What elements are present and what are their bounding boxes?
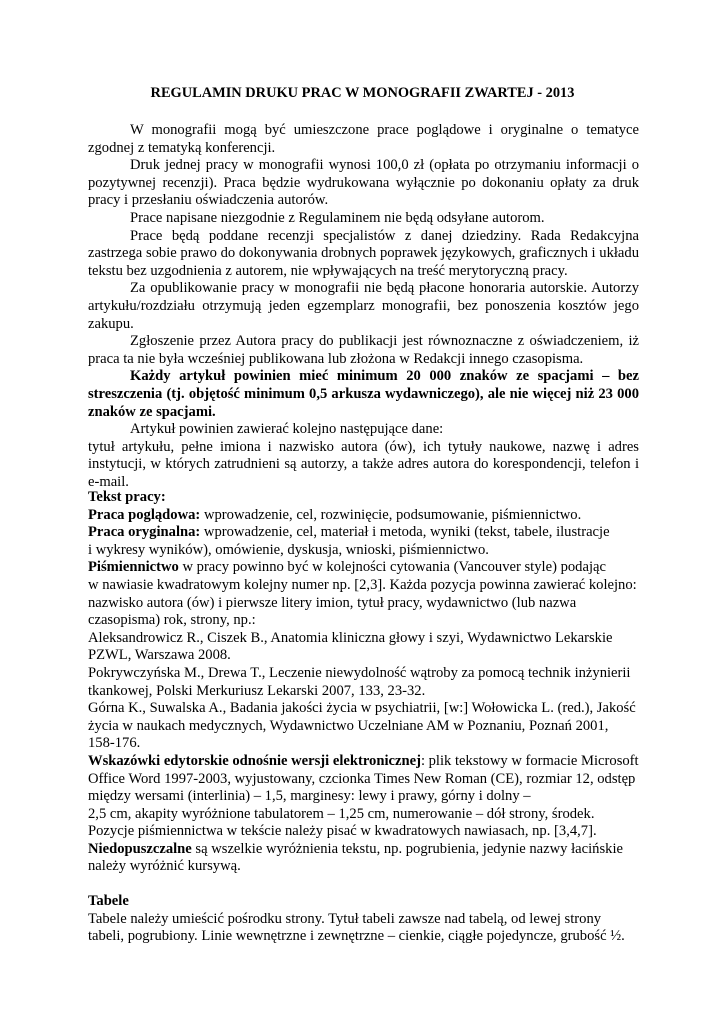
reference-example-1-cont: PZWL, Warszawa 2008. — [88, 647, 231, 664]
editorial-guidelines-cont-1: Office Word 1997-2003, wyjustowany, czcionka Times New Roman (CE), rozmiar 12, odstęp — [88, 770, 636, 787]
original-paper-label: Praca oryginalna: — [88, 524, 201, 541]
references-label: Piśmiennictwo — [88, 559, 179, 576]
section-heading-tekst: Tekst pracy: — [88, 489, 166, 505]
text-guidelines-section — [88, 489, 648, 946]
references-text-cont-1: w nawiasie kwadratowym kolejny numer np. [2,3]. Każda pozycja powinna zawierać kolejno: — [88, 576, 637, 593]
reference-example-1: Aleksandrowicz R., Ciszek B., Anatomia kliniczna głowy i szyi, Wydawnictwo Lekarskie — [88, 629, 613, 646]
paragraph-required-data-intro: Artykuł powinien zawierać kolejno następujące dane: — [130, 421, 444, 438]
original-paper-text: wprowadzenie, cel, materiał i metoda, wyniki (tekst, tabele, ilustracje — [200, 524, 610, 541]
paragraph-honoraria: Za opublikowanie pracy w monografii nie będą płacone honoraria autorskie. Autorzy artykułu/rozdziału otrzymują jeden egzemplarz monografii, bez ponoszenia kosztów jego zakupu. — [88, 280, 639, 332]
editorial-guidelines-text: : plik tekstowy w formacie Microsoft — [420, 752, 639, 769]
editorial-guidelines-cont-3: 2,5 cm, akapity wyróżnione tabulatorem – 1,25 cm, numerowanie – dół strony, środek. — [88, 805, 595, 822]
tables-rules-1: Tabele należy umieścić pośrodku strony. Tytuł tabeli zawsze nad tabelą, od lewej strony — [88, 910, 602, 927]
references-text-cont-3: czasopisma) rok, strony, np.: — [88, 612, 256, 629]
editorial-guidelines-label: Wskazówki edytorskie odnośnie wersji elektronicznej — [88, 752, 421, 769]
original-paper-text-cont: i wykresy wyników), omówienie, dyskusja, wnioski, piśmiennictwo. — [88, 541, 489, 558]
document-title: REGULAMIN DRUKU PRAC W MONOGRAFII ZWARTEJ - 2013 — [150, 85, 575, 101]
original-paper-structure — [88, 524, 648, 542]
forbidden-text: są wszelkie wyróżnienia tekstu, np. pogrubienia, jedynie nazwy łacińskie — [191, 840, 623, 857]
paragraph-length-requirement: Każdy artykuł powinien mieć minimum 20 000 znaków ze spacjami – bez streszczenia (tj. objętość minimum 0,5 arkusza wydawniczego), ale nie więcej niż 23 000 znaków ze spacjami. — [88, 368, 639, 420]
reference-example-3-cont: życia w naukach medycznych, Wydawnictwo Uczelniane AM w Poznaniu, Poznań 2001, — [88, 717, 609, 734]
forbidden-label: Niedopuszczalne — [88, 840, 192, 857]
review-paper-structure — [88, 507, 648, 525]
regulations-body — [88, 122, 639, 491]
section-heading-tabele: Tabele — [88, 893, 129, 910]
forbidden-text-cont: należy wyróżnić kursywą. — [88, 858, 241, 875]
paragraph-declaration: Zgłoszenie przez Autora pracy do publikacji jest równoznaczne z oświadczeniem, iż praca ta nie była wcześniej publikowana lub złożona w Redakcji innego czasopisma. — [88, 333, 639, 367]
reference-example-2-cont: tkankowej, Polski Merkuriusz Lekarski 2007, 133, 23-32. — [88, 682, 426, 699]
paragraph-fee: Druk jednej pracy w monografii wynosi 100,0 zł (opłata po otrzymaniu informacji o pozytywnej recenzji). Praca będzie wydrukowana wyłącznie po dokonaniu opłaty za druk pracy i przesłaniu oświadczenia autorów. — [88, 157, 639, 209]
reference-example-2: Pokrywczyńska M., Drewa T., Leczenie niewydolność wątroby za pomocą technik inżynierii — [88, 664, 631, 681]
forbidden-formatting — [88, 841, 648, 859]
editorial-guidelines-cont-4: Pozycje piśmiennictwa w tekście należy pisać w kwadratowych nawiasach, np. [3,4,7]. — [88, 823, 597, 840]
references-text: w pracy powinno być w kolejności cytowania (Vancouver style) podając — [178, 559, 606, 576]
editorial-guidelines-cont-2: między wersami (interlinia) – 1,5, marginesy: lewy i prawy, górny i dolny – — [88, 788, 531, 805]
tables-rules-2: tabeli, pogrubiony. Linie wewnętrzne i zewnętrzne – cienkie, ciągłe pojedyncze, grubość ½. — [88, 928, 625, 945]
reference-example-3: Górna K., Suwalska A., Badania jakości życia w psychiatrii, [w:] Wołowicka L. (red.), Jakość — [88, 700, 636, 717]
references-rules — [88, 559, 648, 577]
paragraph-scope: W monografii mogą być umieszczone prace poglądowe i oryginalne o tematyce zgodnej z tematyką konferencji. — [88, 122, 639, 156]
paragraph-required-data: tytuł artykułu, pełne imiona i nazwisko autora (ów), ich tytuły naukowe, nazwę i adres instytucji, w których zatrudnieni są autorzy, a także adres autora do korespondencji, telefon i e-mail. — [88, 438, 639, 490]
review-paper-label: Praca poglądowa: — [88, 506, 201, 523]
editorial-guidelines — [88, 753, 648, 771]
paragraph-review: Prace będą poddane recenzji specjalistów z danej dziedziny. Rada Redakcyjna zastrzega sobie prawo do dokonywania drobnych poprawek językowych, graficznych i układu tekstu bez uzgodnienia z autorem, nie wpływających na treść merytoryczną pracy. — [88, 227, 639, 279]
review-paper-text: wprowadzenie, cel, rozwinięcie, podsumowanie, piśmiennictwo. — [200, 506, 582, 523]
references-text-cont-2: nazwisko autora (ów) i pierwsze litery imion, tytuł pracy, wydawnictwo (lub nazwa — [88, 594, 577, 611]
reference-example-3-cont2: 158-176. — [88, 735, 141, 752]
section-spacer — [88, 876, 648, 893]
paragraph-noncompliant: Prace napisane niezgodnie z Regulaminem nie będą odsyłane autorom. — [130, 209, 545, 226]
